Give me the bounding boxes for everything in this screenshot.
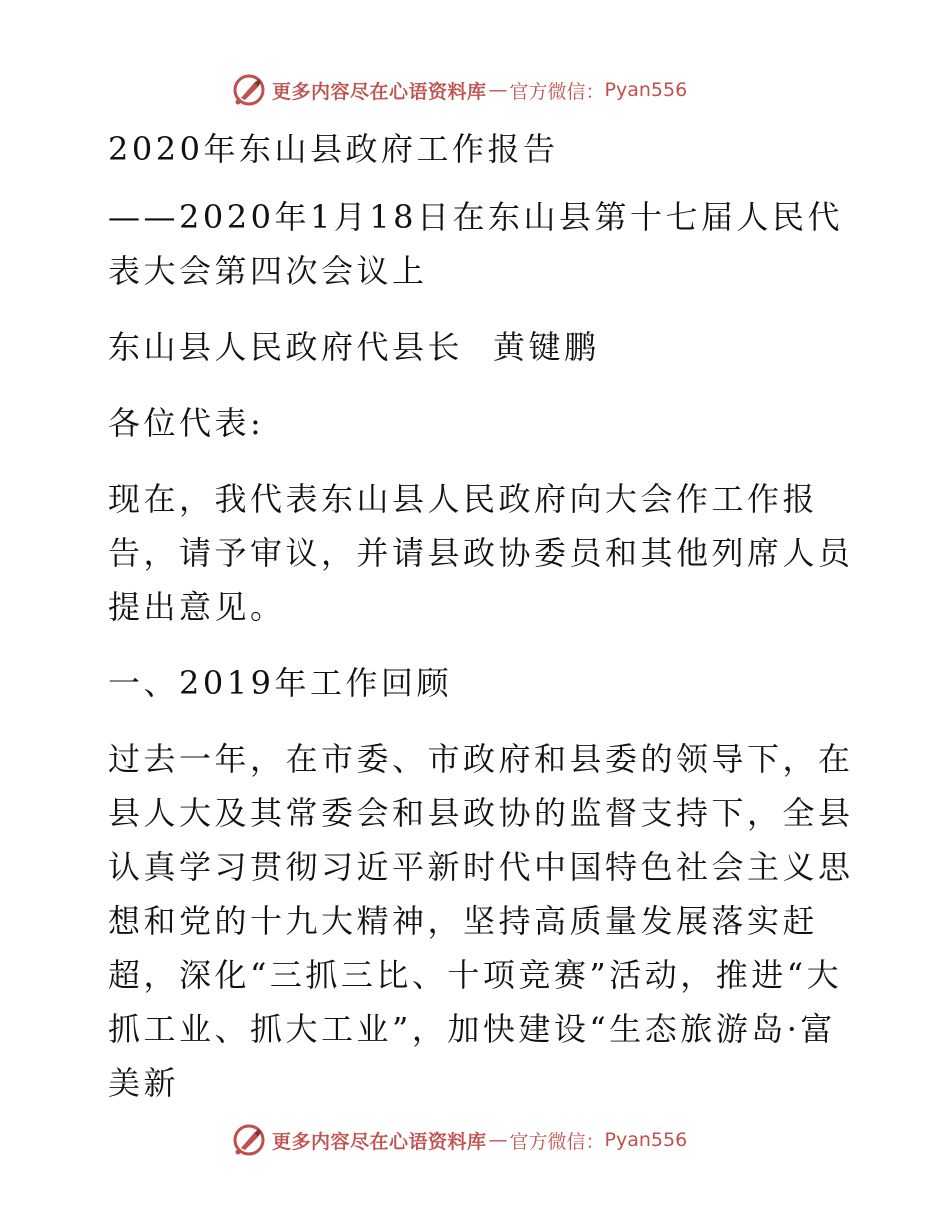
document-title: 2020年东山县政府工作报告	[108, 130, 559, 168]
author-line	[98, 320, 858, 374]
author-title: 东山县人民政府代县长	[108, 328, 464, 366]
banner-brand-text: 更多内容尽在心语资料库	[272, 80, 487, 103]
section-1-heading: 一、2019年工作回顾	[108, 664, 452, 702]
banner-brand-text: 更多内容尽在心语资料库	[272, 1130, 487, 1153]
document-body	[98, 122, 858, 1110]
watermark-banner-bottom	[232, 1122, 752, 1158]
section-1-paragraph: 过去一年，在市委、市政府和县委的领导下，在县人大及其常委会和县政协的监督支持下，全县认真学习贯彻习近平新时代中国特色社会主义思想和党的十九大精神，坚持高质量发展落实赶超，深化“三抓三比、十项竞赛”活动，推进“大抓工业、抓大工业”，加快建设“生态旅游岛·富美新	[108, 740, 854, 1102]
banner-wechat-label: 官方微信：	[509, 80, 605, 103]
salutation: 各位代表:	[108, 404, 265, 442]
quill-pen-logo-icon	[232, 73, 266, 107]
author-name: 黄键鹏	[493, 328, 600, 366]
quill-pen-logo-icon	[232, 1123, 266, 1157]
banner-wechat-label: 官方微信：	[509, 1130, 605, 1153]
banner-wechat-id: Pyan556	[604, 1129, 688, 1151]
banner-dash: —	[488, 1129, 508, 1151]
document-subtitle: ——2020年1月18日在东山县第十七届人民代表大会第四次会议上	[108, 198, 844, 290]
intro-paragraph: 现在，我代表东山县人民政府向大会作工作报告，请予审议，并请县政协委员和其他列席人员提出意见。	[108, 480, 854, 626]
banner-wechat-id: Pyan556	[604, 79, 688, 101]
banner-dash: —	[488, 79, 508, 101]
watermark-banner-top	[232, 72, 752, 108]
